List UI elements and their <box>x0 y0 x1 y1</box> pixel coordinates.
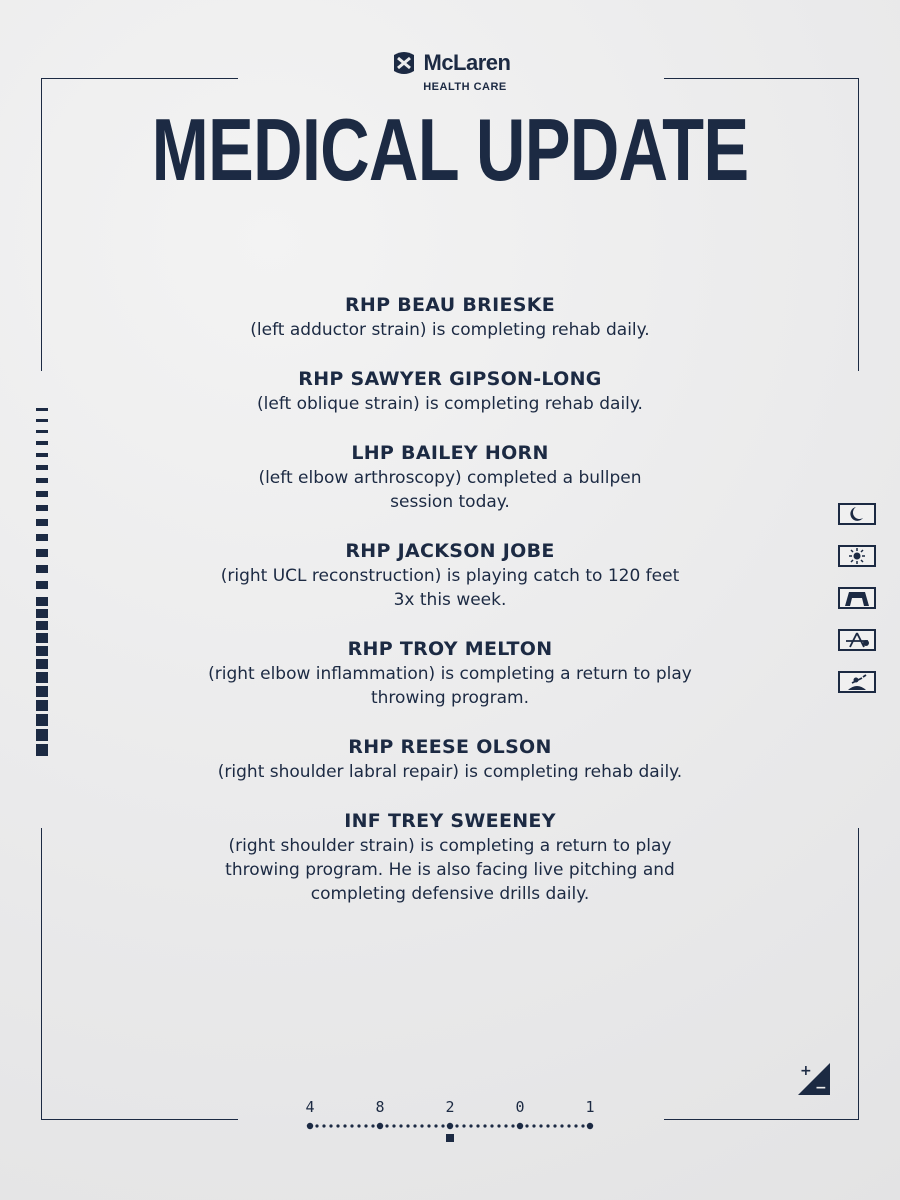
injury-entry <box>150 734 750 784</box>
ruler-tick <box>36 478 48 483</box>
player-name: RHP BEAU BRIESKE <box>344 294 556 316</box>
scale-dot <box>532 1124 535 1127</box>
ruler-tick <box>36 714 48 726</box>
scale-dot <box>399 1124 402 1127</box>
ruler-tick <box>36 453 48 457</box>
ruler-tick <box>36 441 48 445</box>
ruler-tick <box>36 597 48 606</box>
ruler-tick <box>36 744 48 756</box>
scale-dot <box>385 1124 388 1127</box>
scale-dots <box>300 1098 600 1144</box>
injury-description-line: (right UCL reconstruction) is playing catch to 120 feet <box>220 566 680 586</box>
ruler-tick <box>36 419 48 422</box>
scale-dot <box>357 1124 360 1127</box>
scale-dot <box>539 1124 542 1127</box>
scale-dot <box>560 1124 563 1127</box>
scale-label: 1 <box>585 1098 595 1116</box>
scale-dot <box>587 1123 593 1129</box>
ruler-tick <box>36 729 48 741</box>
ruler-tick <box>36 565 48 573</box>
player-name: RHP REESE OLSON <box>348 736 552 758</box>
scale-dot <box>371 1124 374 1127</box>
scale-dot <box>434 1124 437 1127</box>
injury-description-line: (left oblique strain) is completing rehab daily. <box>257 394 643 414</box>
injury-description-line: throwing program. He is also facing live pitching and <box>225 860 675 880</box>
player-name: RHP TROY MELTON <box>347 638 553 660</box>
scale-dot <box>322 1124 325 1127</box>
scale-label: 0 <box>515 1098 525 1116</box>
ruler-tick <box>36 581 48 589</box>
scale-label: 8 <box>375 1098 385 1116</box>
sponsor-logo <box>0 50 900 93</box>
scale-dot <box>581 1124 584 1127</box>
ruler-tick <box>36 430 48 433</box>
scale-dot <box>504 1124 507 1127</box>
moon-icon <box>838 503 876 525</box>
injury-description-line: (left elbow arthroscopy) completed a bullpen <box>258 468 642 488</box>
scale-label: 4 <box>305 1098 315 1116</box>
ruler-tick <box>36 549 48 557</box>
scale-dot <box>441 1124 444 1127</box>
ruler-tick <box>36 672 48 683</box>
scale-dot <box>329 1124 332 1127</box>
scale-dot <box>462 1124 465 1127</box>
injury-entry <box>150 538 750 612</box>
scale-dot <box>447 1123 453 1129</box>
player-name: INF TREY SWEENEY <box>344 810 556 832</box>
ruler-tick <box>36 491 48 497</box>
ruler-tick <box>36 659 48 669</box>
frame-right-upper <box>858 78 859 371</box>
player-name: RHP JACKSON JOBE <box>345 540 555 562</box>
ruler-tick <box>36 646 48 656</box>
ruler-tick <box>36 505 48 511</box>
scale-dot <box>413 1124 416 1127</box>
scale-dot <box>336 1124 339 1127</box>
frame-left-upper <box>41 78 42 371</box>
player-name: LHP BAILEY HORN <box>351 442 549 464</box>
scale-marker <box>446 1134 454 1142</box>
scale-dot <box>483 1124 486 1127</box>
injury-entry <box>150 808 750 906</box>
ruler-tick <box>36 633 48 643</box>
frame-bottom-right <box>664 1119 859 1120</box>
injury-description-line: session today. <box>390 492 510 512</box>
scale-dot <box>553 1124 556 1127</box>
scale-label: 2 <box>445 1098 455 1116</box>
ruler-tick <box>36 700 48 711</box>
tick-ruler <box>36 408 48 759</box>
injury-description-line: (right shoulder strain) is completing a return to play <box>228 836 672 856</box>
ruler-tick <box>36 519 48 526</box>
ruler-tick <box>36 465 48 470</box>
scale-dot <box>307 1123 313 1129</box>
player-name: RHP SAWYER GIPSON-LONG <box>298 368 602 390</box>
scale-dot <box>497 1124 500 1127</box>
frame-left-lower <box>41 828 42 1120</box>
statue-icon <box>838 671 876 693</box>
ruler-tick <box>36 408 48 411</box>
injury-entry <box>150 366 750 416</box>
injury-description-line: throwing program. <box>370 688 530 708</box>
scale-dot <box>364 1124 367 1127</box>
frame-bottom-left <box>41 1119 238 1120</box>
injury-description-line: completing defensive drills daily. <box>310 884 590 904</box>
scale-dot <box>525 1124 528 1127</box>
injury-entry <box>150 292 750 342</box>
sun-icon <box>838 545 876 567</box>
scale-dot <box>517 1123 523 1129</box>
contrast-minus: − <box>815 1080 827 1096</box>
scale-dot <box>476 1124 479 1127</box>
scale-dot <box>377 1123 383 1129</box>
scale-dot <box>511 1124 514 1127</box>
ruler-tick <box>36 609 48 618</box>
injury-list <box>150 292 750 930</box>
scale-dot <box>315 1124 318 1127</box>
icon-column <box>838 503 876 713</box>
ballpark-icon <box>838 587 876 609</box>
logo-name: McLaren <box>423 50 511 75</box>
scale-dot <box>427 1124 430 1127</box>
scale-dot <box>350 1124 353 1127</box>
contrast-icon <box>796 1062 832 1096</box>
scale-dot <box>343 1124 346 1127</box>
page-title: MEDICAL UPDATE <box>151 100 749 199</box>
scale-dot <box>567 1124 570 1127</box>
ruler-tick <box>36 621 48 630</box>
ruler-tick <box>36 686 48 697</box>
injury-entry <box>150 440 750 514</box>
frame-right-lower <box>858 828 859 1120</box>
injury-description-line: (left adductor strain) is completing rehab daily. <box>250 320 650 340</box>
injury-description-line: 3x this week. <box>393 590 507 610</box>
scale-dot <box>392 1124 395 1127</box>
ruler-tick <box>36 534 48 541</box>
scale-dot <box>490 1124 493 1127</box>
injury-description-line: (right elbow inflammation) is completing a return to play <box>208 664 692 684</box>
lighthouse-icon <box>838 629 876 651</box>
scale-dot <box>469 1124 472 1127</box>
scale-dot <box>455 1124 458 1127</box>
mclaren-logo-icon <box>390 51 418 75</box>
scale-dot <box>420 1124 423 1127</box>
injury-description-line: (right shoulder labral repair) is completing rehab daily. <box>217 762 683 782</box>
injury-entry <box>150 636 750 710</box>
logo-subtitle: HEALTH CARE <box>423 81 507 93</box>
scale-dot <box>406 1124 409 1127</box>
scale-dot <box>546 1124 549 1127</box>
scale-dot <box>574 1124 577 1127</box>
contrast-plus: + <box>800 1063 812 1079</box>
